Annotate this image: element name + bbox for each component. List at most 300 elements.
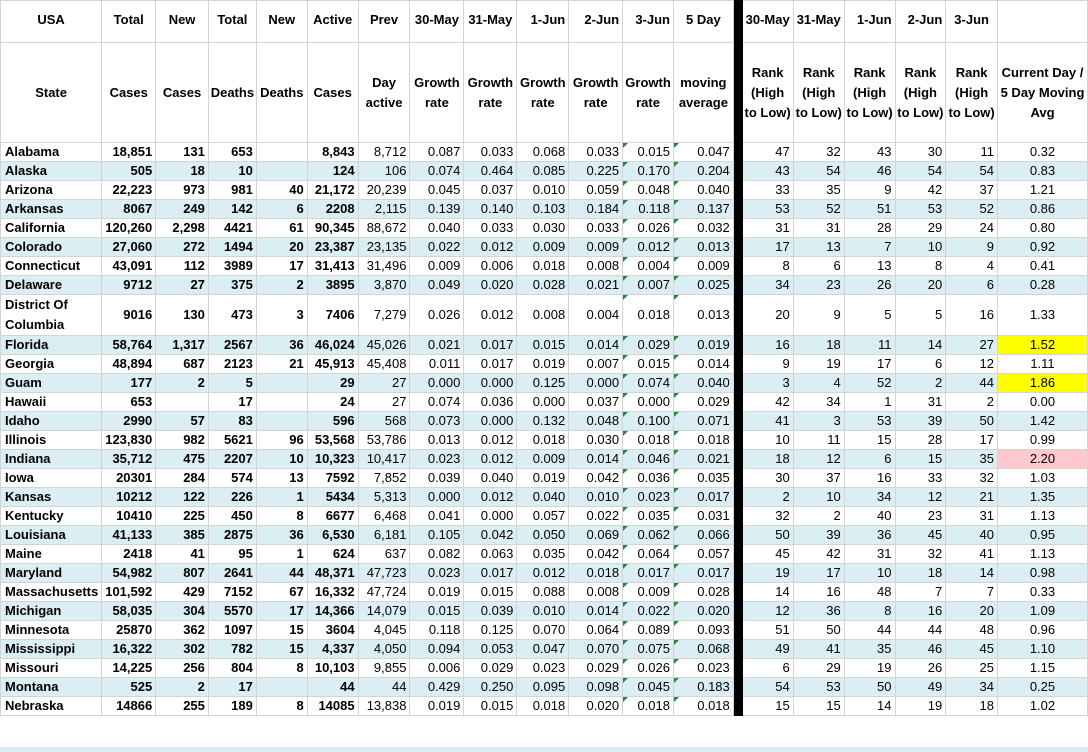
data-cell[interactable]: 2 <box>946 393 998 412</box>
data-cell[interactable]: 45 <box>742 545 793 564</box>
data-cell[interactable] <box>256 143 307 162</box>
data-cell[interactable]: 10410 <box>102 507 156 526</box>
data-cell[interactable]: 177 <box>102 374 156 393</box>
data-cell[interactable]: 61 <box>256 219 307 238</box>
data-cell[interactable]: 18 <box>793 336 844 355</box>
state-name-cell[interactable]: Montana <box>1 678 102 697</box>
data-cell[interactable]: 0.040 <box>410 219 464 238</box>
data-cell[interactable]: 450 <box>208 507 256 526</box>
data-cell[interactable]: 40 <box>946 526 998 545</box>
data-cell[interactable]: 0.25 <box>997 678 1087 697</box>
data-cell[interactable]: 0.064 <box>623 545 674 564</box>
data-cell[interactable]: 1 <box>256 488 307 507</box>
data-cell[interactable]: 0.049 <box>410 276 464 295</box>
data-cell[interactable]: 1.09 <box>997 602 1087 621</box>
state-name-cell[interactable]: Michigan <box>1 602 102 621</box>
data-cell[interactable]: 0.012 <box>623 238 674 257</box>
data-cell[interactable]: 1.52 <box>997 336 1087 355</box>
data-cell[interactable]: 0.040 <box>674 374 734 393</box>
data-cell[interactable]: 0.042 <box>464 526 517 545</box>
data-cell[interactable]: 43,091 <box>102 257 156 276</box>
data-cell[interactable]: 226 <box>208 488 256 507</box>
data-cell[interactable] <box>256 393 307 412</box>
data-cell[interactable]: 0.012 <box>464 238 517 257</box>
header-cell[interactable]: 1-Jun <box>517 1 569 43</box>
data-cell[interactable]: 36 <box>256 526 307 545</box>
header-cell[interactable]: 30-May <box>742 1 793 43</box>
data-cell[interactable]: 4 <box>793 374 844 393</box>
data-cell[interactable]: 782 <box>208 640 256 659</box>
data-cell[interactable]: 0.046 <box>623 450 674 469</box>
data-cell[interactable]: 15 <box>844 431 895 450</box>
data-cell[interactable]: 44 <box>256 564 307 583</box>
data-cell[interactable]: 120,260 <box>102 219 156 238</box>
header-cell[interactable]: Cases <box>156 43 209 143</box>
data-cell[interactable]: 1097 <box>208 621 256 640</box>
data-cell[interactable]: 53 <box>895 200 946 219</box>
data-cell[interactable]: 32 <box>895 545 946 564</box>
data-cell[interactable]: 2208 <box>307 200 358 219</box>
data-cell[interactable]: 8 <box>256 507 307 526</box>
data-cell[interactable]: 0.012 <box>464 295 517 336</box>
state-name-cell[interactable]: Georgia <box>1 355 102 374</box>
state-name-cell[interactable]: Delaware <box>1 276 102 295</box>
data-cell[interactable]: 1494 <box>208 238 256 257</box>
data-cell[interactable]: 31 <box>946 507 998 526</box>
state-name-cell[interactable]: Maryland <box>1 564 102 583</box>
data-cell[interactable]: 4421 <box>208 219 256 238</box>
data-cell[interactable]: 12 <box>793 450 844 469</box>
data-cell[interactable]: 53 <box>742 200 793 219</box>
data-cell[interactable]: 23,135 <box>358 238 410 257</box>
data-cell[interactable]: 1.15 <box>997 659 1087 678</box>
data-cell[interactable]: 0.139 <box>410 200 464 219</box>
data-cell[interactable]: 14,079 <box>358 602 410 621</box>
data-cell[interactable]: 473 <box>208 295 256 336</box>
data-cell[interactable]: 429 <box>156 583 209 602</box>
data-cell[interactable]: 9 <box>844 181 895 200</box>
header-cell[interactable]: New <box>156 1 209 43</box>
data-cell[interactable]: 0.050 <box>517 526 569 545</box>
data-cell[interactable]: 0.008 <box>569 257 623 276</box>
data-cell[interactable]: 0.040 <box>517 488 569 507</box>
data-cell[interactable]: 0.83 <box>997 162 1087 181</box>
data-cell[interactable]: 35 <box>793 181 844 200</box>
data-cell[interactable]: 0.030 <box>569 431 623 450</box>
data-cell[interactable]: 0.125 <box>464 621 517 640</box>
data-cell[interactable]: 0.000 <box>517 393 569 412</box>
data-cell[interactable]: 10,103 <box>307 659 358 678</box>
data-cell[interactable]: 20301 <box>102 469 156 488</box>
data-cell[interactable]: 0.020 <box>674 602 734 621</box>
data-cell[interactable]: 568 <box>358 412 410 431</box>
data-cell[interactable]: 4,050 <box>358 640 410 659</box>
data-cell[interactable]: 50 <box>742 526 793 545</box>
data-cell[interactable]: 2875 <box>208 526 256 545</box>
data-cell[interactable]: 10 <box>844 564 895 583</box>
data-cell[interactable]: 574 <box>208 469 256 488</box>
data-cell[interactable]: 0.053 <box>464 640 517 659</box>
data-cell[interactable]: 0.41 <box>997 257 1087 276</box>
data-cell[interactable]: 124 <box>307 162 358 181</box>
state-name-cell[interactable]: Massachusetts <box>1 583 102 602</box>
data-cell[interactable]: 27 <box>946 336 998 355</box>
data-cell[interactable]: 0.036 <box>464 393 517 412</box>
data-cell[interactable]: 54,982 <box>102 564 156 583</box>
data-cell[interactable]: 15 <box>742 697 793 716</box>
header-cell[interactable]: 31-May <box>793 1 844 43</box>
data-cell[interactable]: 0.250 <box>464 678 517 697</box>
data-cell[interactable]: 0.92 <box>997 238 1087 257</box>
data-cell[interactable]: 8,843 <box>307 143 358 162</box>
state-name-cell[interactable]: Colorado <box>1 238 102 257</box>
data-cell[interactable]: 10,323 <box>307 450 358 469</box>
data-cell[interactable]: 50 <box>793 621 844 640</box>
data-cell[interactable]: 0.018 <box>517 697 569 716</box>
data-cell[interactable]: 11 <box>946 143 998 162</box>
data-cell[interactable]: 7 <box>895 583 946 602</box>
data-cell[interactable]: 0.28 <box>997 276 1087 295</box>
data-cell[interactable]: 31 <box>742 219 793 238</box>
data-cell[interactable]: 0.087 <box>410 143 464 162</box>
data-cell[interactable]: 36 <box>793 602 844 621</box>
data-cell[interactable]: 10 <box>208 162 256 181</box>
data-cell[interactable]: 53,568 <box>307 431 358 450</box>
data-cell[interactable]: 0.047 <box>674 143 734 162</box>
data-cell[interactable]: 14 <box>742 583 793 602</box>
data-cell[interactable]: 8067 <box>102 200 156 219</box>
data-cell[interactable]: 0.018 <box>674 431 734 450</box>
data-cell[interactable]: 53 <box>844 412 895 431</box>
data-cell[interactable]: 0.014 <box>569 602 623 621</box>
data-cell[interactable]: 39 <box>895 412 946 431</box>
header-cell[interactable]: USA <box>1 1 102 43</box>
data-cell[interactable]: 7152 <box>208 583 256 602</box>
data-cell[interactable]: 0.093 <box>674 621 734 640</box>
data-cell[interactable]: 37 <box>946 181 998 200</box>
data-cell[interactable]: 0.023 <box>517 659 569 678</box>
data-cell[interactable]: 95 <box>208 545 256 564</box>
data-cell[interactable]: 981 <box>208 181 256 200</box>
header-cell[interactable]: 3-Jun <box>623 1 674 43</box>
data-cell[interactable]: 0.118 <box>623 200 674 219</box>
data-cell[interactable]: 53,786 <box>358 431 410 450</box>
data-cell[interactable]: 14866 <box>102 697 156 716</box>
data-cell[interactable]: 112 <box>156 257 209 276</box>
data-cell[interactable]: 0.015 <box>623 355 674 374</box>
data-cell[interactable]: 4,045 <box>358 621 410 640</box>
data-cell[interactable]: 0.040 <box>464 469 517 488</box>
data-cell[interactable]: 14085 <box>307 697 358 716</box>
data-cell[interactable]: 47 <box>742 143 793 162</box>
data-cell[interactable]: 7406 <box>307 295 358 336</box>
data-cell[interactable]: 0.015 <box>623 143 674 162</box>
data-cell[interactable]: 0.022 <box>410 238 464 257</box>
data-cell[interactable]: 0.017 <box>464 336 517 355</box>
header-cell[interactable] <box>997 1 1087 43</box>
state-name-cell[interactable]: Arizona <box>1 181 102 200</box>
data-cell[interactable]: 6 <box>256 200 307 219</box>
data-cell[interactable]: 10212 <box>102 488 156 507</box>
header-cell[interactable]: Deaths <box>256 43 307 143</box>
data-cell[interactable]: 0.098 <box>569 678 623 697</box>
data-cell[interactable]: 0.014 <box>569 336 623 355</box>
data-cell[interactable]: 284 <box>156 469 209 488</box>
data-cell[interactable]: 8 <box>256 659 307 678</box>
data-cell[interactable]: 0.80 <box>997 219 1087 238</box>
data-cell[interactable]: 2641 <box>208 564 256 583</box>
data-cell[interactable]: 0.023 <box>674 659 734 678</box>
data-cell[interactable]: 17 <box>742 238 793 257</box>
data-cell[interactable]: 624 <box>307 545 358 564</box>
data-cell[interactable]: 1.35 <box>997 488 1087 507</box>
data-cell[interactable]: 29 <box>793 659 844 678</box>
header-cell[interactable]: Rank (High to Low) <box>742 43 793 143</box>
data-cell[interactable]: 19 <box>793 355 844 374</box>
data-cell[interactable]: 0.022 <box>569 507 623 526</box>
data-cell[interactable]: 58,764 <box>102 336 156 355</box>
data-cell[interactable]: 0.225 <box>569 162 623 181</box>
data-cell[interactable]: 0.004 <box>623 257 674 276</box>
data-cell[interactable]: 5 <box>208 374 256 393</box>
data-cell[interactable]: 13 <box>793 238 844 257</box>
data-cell[interactable]: 7592 <box>307 469 358 488</box>
header-cell[interactable]: Growth rate <box>517 43 569 143</box>
data-cell[interactable]: 10 <box>256 450 307 469</box>
data-cell[interactable]: 0.085 <box>517 162 569 181</box>
data-cell[interactable]: 3 <box>793 412 844 431</box>
data-cell[interactable]: 0.075 <box>623 640 674 659</box>
data-cell[interactable]: 0.070 <box>517 621 569 640</box>
data-cell[interactable] <box>156 393 209 412</box>
data-cell[interactable]: 0.125 <box>517 374 569 393</box>
data-cell[interactable]: 1.11 <box>997 355 1087 374</box>
data-cell[interactable]: 1.02 <box>997 697 1087 716</box>
data-cell[interactable]: 1,317 <box>156 336 209 355</box>
data-cell[interactable]: 88,672 <box>358 219 410 238</box>
data-cell[interactable]: 0.98 <box>997 564 1087 583</box>
data-cell[interactable]: 0.026 <box>623 659 674 678</box>
data-cell[interactable]: 1.86 <box>997 374 1087 393</box>
data-cell[interactable]: 27 <box>358 393 410 412</box>
data-cell[interactable]: 0.021 <box>410 336 464 355</box>
data-cell[interactable]: 51 <box>844 200 895 219</box>
data-cell[interactable]: 0.86 <box>997 200 1087 219</box>
data-cell[interactable]: 505 <box>102 162 156 181</box>
data-cell[interactable]: 35,712 <box>102 450 156 469</box>
data-cell[interactable]: 0.012 <box>464 431 517 450</box>
data-cell[interactable]: 9 <box>946 238 998 257</box>
data-cell[interactable]: 2,115 <box>358 200 410 219</box>
data-cell[interactable]: 304 <box>156 602 209 621</box>
data-cell[interactable]: 27 <box>156 276 209 295</box>
state-name-cell[interactable]: Illinois <box>1 431 102 450</box>
data-cell[interactable]: 18 <box>156 162 209 181</box>
data-cell[interactable]: 0.063 <box>464 545 517 564</box>
header-cell[interactable]: Growth rate <box>569 43 623 143</box>
data-cell[interactable]: 2418 <box>102 545 156 564</box>
data-cell[interactable]: 8,712 <box>358 143 410 162</box>
header-cell[interactable]: 2-Jun <box>569 1 623 43</box>
data-cell[interactable]: 46 <box>895 640 946 659</box>
data-cell[interactable]: 0.017 <box>623 564 674 583</box>
data-cell[interactable]: 28 <box>895 431 946 450</box>
data-cell[interactable]: 0.004 <box>569 295 623 336</box>
data-cell[interactable]: 0.031 <box>674 507 734 526</box>
header-cell[interactable]: Rank (High to Low) <box>793 43 844 143</box>
data-cell[interactable]: 31,496 <box>358 257 410 276</box>
data-cell[interactable]: 1 <box>256 545 307 564</box>
data-cell[interactable]: 16 <box>793 583 844 602</box>
header-cell[interactable]: Rank (High to Low) <box>895 43 946 143</box>
data-cell[interactable]: 15 <box>895 450 946 469</box>
data-cell[interactable]: 375 <box>208 276 256 295</box>
data-cell[interactable]: 11 <box>844 336 895 355</box>
data-cell[interactable]: 0.137 <box>674 200 734 219</box>
data-cell[interactable]: 30 <box>895 143 946 162</box>
state-name-cell[interactable]: Hawaii <box>1 393 102 412</box>
data-cell[interactable]: 41 <box>156 545 209 564</box>
data-cell[interactable]: 123,830 <box>102 431 156 450</box>
data-cell[interactable]: 0.009 <box>623 583 674 602</box>
data-cell[interactable]: 1.10 <box>997 640 1087 659</box>
data-cell[interactable]: 16 <box>946 295 998 336</box>
data-cell[interactable]: 0.021 <box>569 276 623 295</box>
data-cell[interactable]: 0.429 <box>410 678 464 697</box>
data-cell[interactable]: 9,855 <box>358 659 410 678</box>
data-cell[interactable]: 0.007 <box>569 355 623 374</box>
data-cell[interactable]: 48 <box>946 621 998 640</box>
data-cell[interactable]: 0.039 <box>464 602 517 621</box>
data-cell[interactable]: 0.017 <box>464 355 517 374</box>
state-name-cell[interactable]: Maine <box>1 545 102 564</box>
header-cell[interactable]: 31-May <box>464 1 517 43</box>
data-cell[interactable]: 16 <box>742 336 793 355</box>
data-cell[interactable]: 0.048 <box>569 412 623 431</box>
data-cell[interactable]: 653 <box>208 143 256 162</box>
data-cell[interactable]: 0.036 <box>623 469 674 488</box>
header-cell[interactable]: Current Day / 5 Day Moving Avg <box>997 43 1087 143</box>
data-cell[interactable]: 3,870 <box>358 276 410 295</box>
data-cell[interactable]: 637 <box>358 545 410 564</box>
data-cell[interactable]: 20 <box>946 602 998 621</box>
data-cell[interactable]: 24 <box>946 219 998 238</box>
data-cell[interactable]: 256 <box>156 659 209 678</box>
header-cell[interactable]: Cases <box>102 43 156 143</box>
data-cell[interactable]: 2 <box>793 507 844 526</box>
data-cell[interactable]: 0.018 <box>674 697 734 716</box>
data-cell[interactable]: 34 <box>742 276 793 295</box>
data-cell[interactable]: 0.018 <box>623 295 674 336</box>
data-cell[interactable]: 14 <box>844 697 895 716</box>
data-cell[interactable]: 0.000 <box>464 412 517 431</box>
data-cell[interactable]: 0.015 <box>464 697 517 716</box>
data-cell[interactable]: 7 <box>844 238 895 257</box>
data-cell[interactable]: 1 <box>844 393 895 412</box>
data-cell[interactable]: 17 <box>844 355 895 374</box>
data-cell[interactable]: 0.019 <box>674 336 734 355</box>
data-cell[interactable]: 0.012 <box>464 450 517 469</box>
data-cell[interactable]: 2123 <box>208 355 256 374</box>
data-cell[interactable]: 0.015 <box>464 583 517 602</box>
data-cell[interactable]: 17 <box>208 678 256 697</box>
data-cell[interactable]: 17 <box>256 602 307 621</box>
data-cell[interactable]: 31 <box>844 545 895 564</box>
data-cell[interactable]: 0.464 <box>464 162 517 181</box>
state-name-cell[interactable]: Alabama <box>1 143 102 162</box>
header-cell[interactable]: 2-Jun <box>895 1 946 43</box>
data-cell[interactable]: 0.028 <box>517 276 569 295</box>
data-cell[interactable]: 12 <box>895 488 946 507</box>
data-cell[interactable]: 19 <box>895 697 946 716</box>
state-name-cell[interactable]: Missouri <box>1 659 102 678</box>
state-name-cell[interactable]: Kansas <box>1 488 102 507</box>
data-cell[interactable]: 4 <box>946 257 998 276</box>
data-cell[interactable]: 0.017 <box>464 564 517 583</box>
data-cell[interactable]: 2,298 <box>156 219 209 238</box>
state-name-cell[interactable]: Minnesota <box>1 621 102 640</box>
data-cell[interactable]: 0.018 <box>623 697 674 716</box>
data-cell[interactable]: 0.020 <box>569 697 623 716</box>
data-cell[interactable]: 40 <box>256 181 307 200</box>
data-cell[interactable]: 0.009 <box>517 238 569 257</box>
state-name-cell[interactable]: Guam <box>1 374 102 393</box>
header-cell[interactable]: 3-Jun <box>946 1 998 43</box>
data-cell[interactable]: 0.023 <box>410 564 464 583</box>
data-cell[interactable]: 0.018 <box>569 564 623 583</box>
data-cell[interactable]: 0.069 <box>569 526 623 545</box>
data-cell[interactable]: 27,060 <box>102 238 156 257</box>
data-cell[interactable]: 0.023 <box>410 450 464 469</box>
data-cell[interactable]: 41 <box>742 412 793 431</box>
data-cell[interactable]: 5570 <box>208 602 256 621</box>
data-cell[interactable]: 41 <box>793 640 844 659</box>
data-cell[interactable]: 18,851 <box>102 143 156 162</box>
data-cell[interactable]: 687 <box>156 355 209 374</box>
data-cell[interactable]: 5 <box>844 295 895 336</box>
data-cell[interactable]: 51 <box>742 621 793 640</box>
data-cell[interactable]: 272 <box>156 238 209 257</box>
data-cell[interactable]: 0.011 <box>410 355 464 374</box>
data-cell[interactable]: 5434 <box>307 488 358 507</box>
data-cell[interactable]: 40 <box>844 507 895 526</box>
data-cell[interactable]: 14,225 <box>102 659 156 678</box>
data-cell[interactable]: 45,913 <box>307 355 358 374</box>
data-cell[interactable]: 48 <box>844 583 895 602</box>
state-name-cell[interactable]: California <box>1 219 102 238</box>
state-name-cell[interactable]: Kentucky <box>1 507 102 526</box>
data-cell[interactable]: 0.010 <box>569 488 623 507</box>
data-cell[interactable]: 12 <box>946 355 998 374</box>
data-cell[interactable]: 0.030 <box>517 219 569 238</box>
data-cell[interactable]: 41,133 <box>102 526 156 545</box>
data-cell[interactable]: 20 <box>256 238 307 257</box>
data-cell[interactable]: 2.20 <box>997 450 1087 469</box>
state-name-cell[interactable]: Nebraska <box>1 697 102 716</box>
data-cell[interactable]: 362 <box>156 621 209 640</box>
data-cell[interactable] <box>256 678 307 697</box>
data-cell[interactable]: 9 <box>793 295 844 336</box>
data-cell[interactable]: 0.170 <box>623 162 674 181</box>
data-cell[interactable]: 101,592 <box>102 583 156 602</box>
data-cell[interactable]: 0.057 <box>674 545 734 564</box>
data-cell[interactable]: 0.013 <box>674 238 734 257</box>
data-cell[interactable]: 0.018 <box>517 257 569 276</box>
data-cell[interactable]: 0.008 <box>569 583 623 602</box>
data-cell[interactable]: 0.023 <box>623 488 674 507</box>
data-cell[interactable]: 0.033 <box>464 219 517 238</box>
state-name-cell[interactable]: District Of Columbia <box>1 295 102 336</box>
